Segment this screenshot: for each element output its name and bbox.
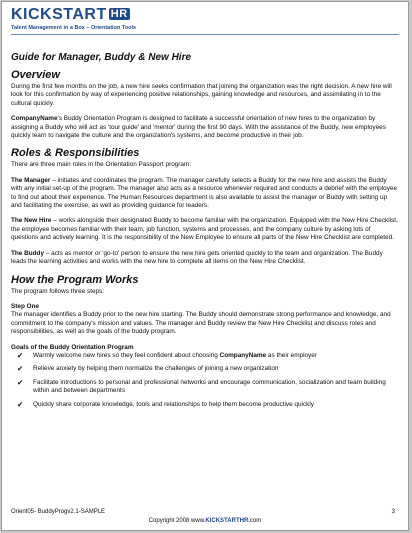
footer-page-number: 3 xyxy=(391,509,395,515)
goal-text: Facilitate introductions to personal and professional networks and encourage communication, socialization and team building within and between departments xyxy=(33,378,386,395)
checkmark-icon: ✔ xyxy=(17,399,24,409)
page-content xyxy=(11,52,398,414)
role-manager xyxy=(11,177,398,211)
kickstarthr-logo xyxy=(11,6,130,24)
checkmark-icon: ✔ xyxy=(17,350,24,360)
roles-heading: Roles & Responsibilities xyxy=(11,147,140,160)
footer-document-id: Orient05- BuddyProgv2.1-SAMPLE xyxy=(11,509,106,515)
logo-text: KICKSTART xyxy=(11,6,107,23)
checkmark-icon: ✔ xyxy=(17,364,24,374)
step-one-text: The manager identifies a Buddy prior to the new hire starting. The Buddy should demonstrate strong performance and knowledge, and commitment to the company's mission and values. The manager and Buddy review the New Hire Checklist and discuss roles and responsibilities, as well as the goals of the buddy program. xyxy=(11,311,391,336)
logo-badge: HR xyxy=(110,8,128,20)
how-intro: The program follows three steps: xyxy=(11,287,105,295)
step-one-label: Step One xyxy=(11,302,40,310)
goals-heading: Goals of the Buddy Orientation Program xyxy=(11,343,134,351)
goal-text: Warmly welcome new hires so they feel confident about choosing xyxy=(33,351,220,359)
document-page xyxy=(1,1,409,531)
role-new-hire-text: – works alongside their designated Buddy to become familiar with the organization. Equipped with the New Hire Checklist, the employee becomes familiar with their team, job function, systems and processes, and the company culture by asking lots of questions and actively learning. It is the responsibility of the New Employee to ensure all parts of the New Hire Checklist are completed. xyxy=(11,217,398,242)
page-title: Guide for Manager, Buddy & New Hire xyxy=(11,52,192,63)
checkmark-icon: ✔ xyxy=(17,377,24,387)
overview-paragraph-2 xyxy=(11,115,398,140)
company-name: CompanyName xyxy=(11,115,58,123)
copyright-brand: KICKSTARTHR xyxy=(205,518,249,524)
header-divider xyxy=(11,34,399,35)
company-name: CompanyName xyxy=(219,351,267,359)
role-buddy xyxy=(11,250,398,267)
goals-list xyxy=(11,352,398,409)
goal-text: Relieve anxiety by helping them normalize the challenges of joining a new organization xyxy=(33,365,279,373)
role-new-hire xyxy=(11,217,398,242)
overview-paragraph-1: During the first few months on the job, a new hire seeks confirmation that joining the organization was the right decision. A new hire will look for this confirmation by way of experiencing positive relationships, gaining knowledge and resources, and assimilating in to the cultural quickly. xyxy=(11,83,392,107)
role-manager-label: The Manager xyxy=(11,176,51,184)
goal-item xyxy=(11,352,398,360)
roles-intro: There are three main roles in the Orientation Passport program: xyxy=(11,161,192,169)
goal-item xyxy=(11,379,398,396)
goal-text: as their employer xyxy=(266,351,317,359)
role-manager-text: – initiates and coordinates the program. The manager carefully selects a Buddy for the new hire and assists the Buddy with any initial set-up of the program. The manager also acts as a resource whenever required and conducts a debrief with the employee to find out about their experience. The Human Resources department is also available to assist the manager or Buddy with setting up and facilitating the exercise, as well as providing guidance for leaders. xyxy=(11,176,398,210)
goal-item xyxy=(11,401,398,409)
goal-text: Quickly share corporate knowledge, tools and relationships to help them become productive quickly xyxy=(33,400,314,408)
copyright-suffix: .com xyxy=(248,518,262,524)
goal-item xyxy=(11,365,398,373)
footer-copyright xyxy=(2,518,408,524)
role-buddy-text: – acts as mentor or 'go-to' person to ensure the new hire gets oriented quickly to the team and organization. The Buddy leads the learning activities and works with the new hire to complete all items on the New Hire Checklist. xyxy=(11,249,383,266)
overview-heading: Overview xyxy=(11,69,60,81)
role-new-hire-label: The New Hire xyxy=(11,217,52,225)
how-heading: How the Program Works xyxy=(11,273,139,286)
role-buddy-label: The Buddy xyxy=(11,249,45,257)
header-tagline: Talent Management in a Box – Orientation Tools xyxy=(11,25,137,31)
overview-paragraph-2-text: 's Buddy Orientation Program is designed to facilitate a successful orientation of new hires to the organization by assigning a Buddy who will act as 'tour guide' and 'mentor' during the first 90 days. With the assistance of the Buddy, new employees quickly learn to navigate the culture and the organization's systems, and become productive in their job. xyxy=(11,115,386,140)
copyright-prefix: Copyright 2008 www. xyxy=(148,518,206,524)
